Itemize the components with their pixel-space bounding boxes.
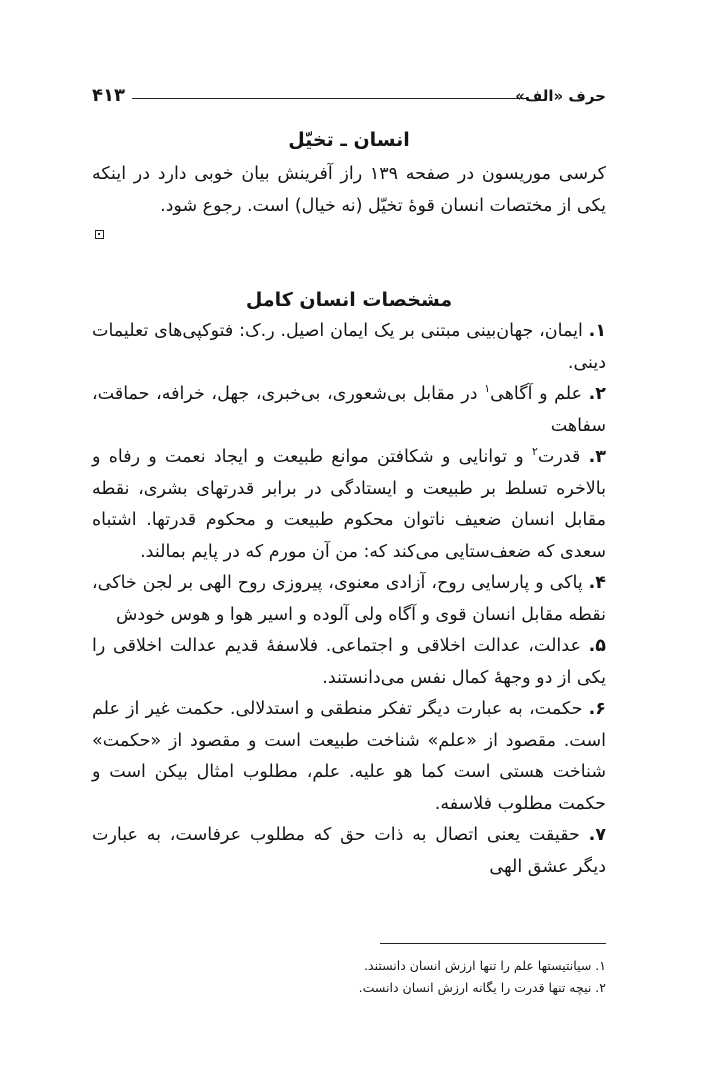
list-item bbox=[92, 442, 606, 568]
item-number: ۶. bbox=[588, 699, 606, 719]
item-text: و توانایی و شکافتن موانع طبیعت و ایجاد نعمت و رفاه و بالاخره تسلط بر طبیعت و ایستادگی در برابر قدرتهای بشری، نقطه مقابل انسان ضعیف ناتوان محکوم طبیعت و محکوم قدرتها. اشتباه سعدی که ضعف‌ستایی می‌کند که: من آن مورم که در پایم بمالند. bbox=[92, 447, 606, 562]
footnote: ۲. نیچه تنها قدرت را یگانه ارزش انسان دانست. bbox=[358, 980, 606, 995]
item-text: پاکی و پارسایی روح، آزادی معنوی، پیروزی روح الهی بر لجن خاکی، نقطه مقابل انسان قوی و آگاه ولی آلوده و اسیر هوا و هوس خودش bbox=[92, 573, 606, 625]
item-number: ۳. bbox=[588, 447, 606, 467]
footnote-separator bbox=[380, 943, 606, 944]
item-text: در مقابل بی‌شعوری، بی‌خبری، جهل، خرافه، حماقت، سفاهت bbox=[92, 384, 606, 436]
footnotes bbox=[186, 955, 606, 999]
item-text: ایمان، جهان‌بینی مبتنی بر یک ایمان اصیل. ر.ک: فتوکپی‌های تعلیمات دینی. bbox=[92, 321, 606, 373]
section-title-imagination: انسان ـ تخیّل bbox=[288, 129, 410, 151]
footnote-ref: ۲ bbox=[531, 445, 538, 459]
chapter-label: حرف «الف» bbox=[515, 87, 606, 105]
end-of-section-mark bbox=[95, 230, 104, 239]
page-number: ۴۱۳ bbox=[92, 85, 125, 106]
header-rule bbox=[132, 98, 528, 99]
item-text: حقیقت یعنی اتصال به ذات حق که مطلوب عرفاست، به عبارت دیگر عشق الهی bbox=[92, 825, 606, 877]
list-item bbox=[92, 316, 606, 379]
item-number: ۲. bbox=[588, 384, 606, 404]
list-item bbox=[92, 379, 606, 442]
list-item bbox=[92, 694, 606, 820]
section-imagination-body bbox=[92, 159, 606, 222]
item-text: علم و آگاهی bbox=[490, 384, 583, 404]
list-item bbox=[92, 568, 606, 631]
item-number: ۷. bbox=[588, 825, 606, 845]
section-title-perfect-human: مشخصات انسان کامل bbox=[245, 289, 453, 311]
item-number: ۱. bbox=[588, 321, 606, 341]
perfect-human-list bbox=[92, 316, 606, 883]
item-text: عدالت، عدالت اخلاقی و اجتماعی. فلاسفهٔ قدیم عدالت اخلاقی را یکی از دو وجههٔ کمال نفس می‌دانستند. bbox=[92, 636, 606, 688]
running-head bbox=[92, 86, 606, 110]
footnote: ۱. سیانتیستها علم را تنها ارزش انسان دانستند. bbox=[364, 958, 606, 973]
item-number: ۴. bbox=[588, 573, 606, 593]
list-item bbox=[92, 820, 606, 883]
list-item bbox=[92, 631, 606, 694]
item-text: حکمت، به عبارت دیگر تفکر منطقی و استدلالی. حکمت غیر از علم است. مقصود از «علم» شناخت طبیعت است و مقصود از «حکمت» شناخت هستی است کما هو علیه. علم، مطلوب امثال بیکن است و حکمت مطلوب فلاسفه. bbox=[92, 699, 606, 814]
footnote-ref: ۱ bbox=[484, 382, 491, 396]
item-number: ۵. bbox=[588, 636, 606, 656]
paragraph: کرسی موریسون در صفحه ۱۳۹ راز آفرینش بیان خوبی دارد در اینکه یکی از مختصات انسان قوهٔ تخیّل (نه خیال) است. رجوع شود. bbox=[92, 164, 606, 216]
item-text: قدرت bbox=[537, 447, 581, 467]
